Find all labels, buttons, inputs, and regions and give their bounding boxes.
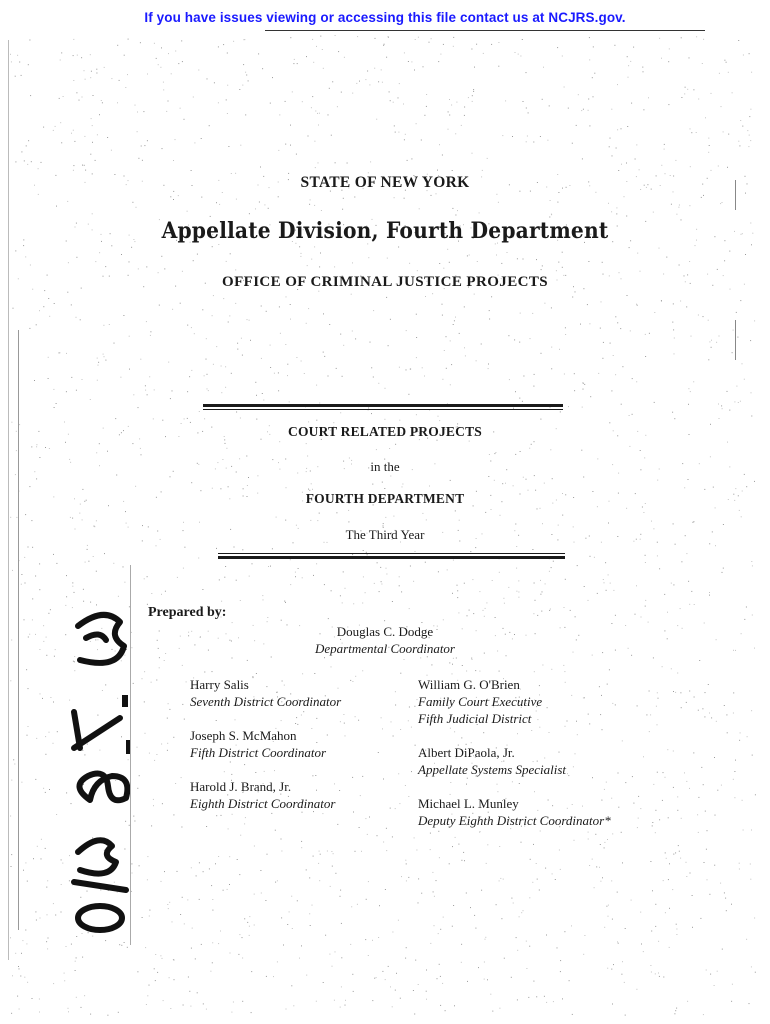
person-name: Michael L. Munley <box>418 796 519 811</box>
person-name: Albert DiPaola, Jr. <box>418 745 515 760</box>
person-name: Harold J. Brand, Jr. <box>190 779 292 794</box>
person-name: Harry Salis <box>190 677 249 692</box>
office-heading: OFFICE OF CRIMINAL JUSTICE PROJECTS <box>222 274 548 290</box>
right-person-2 <box>418 744 566 778</box>
person-role: Deputy Eighth District Coordinator* <box>418 813 611 828</box>
right-person-1 <box>418 676 542 727</box>
person-name: William G. O'Brien <box>418 677 520 692</box>
person-role-line2: Fifth Judicial District <box>418 711 532 726</box>
person-role: Family Court Executive <box>418 694 543 709</box>
lead-coordinator <box>305 623 465 657</box>
person-role: Eighth District Coordinator <box>190 796 336 811</box>
right-margin-mark <box>735 180 736 210</box>
left-person-1 <box>190 676 341 710</box>
upper-thin-rule <box>203 409 563 410</box>
right-person-3 <box>418 795 611 829</box>
prepared-by-label: Prepared by: <box>148 605 227 620</box>
lower-thin-rule <box>218 553 565 554</box>
person-role: Fifth District Coordinator <box>190 745 327 760</box>
left-margin-line <box>8 40 9 960</box>
title-third-year: The Third Year <box>345 527 425 542</box>
lower-thick-rule <box>218 556 565 559</box>
title-in-the: in the <box>370 459 400 474</box>
right-margin-mark <box>735 320 736 360</box>
lead-name: Douglas C. Dodge <box>336 624 434 639</box>
person-role: Seventh District Coordinator <box>190 694 342 709</box>
ncjrs-contact-link[interactable]: If you have issues viewing or accessing this file contact us at NCJRS.gov. <box>144 10 626 25</box>
title-fourth-department: FOURTH DEPARTMENT <box>305 491 465 506</box>
state-heading: STATE OF NEW YORK <box>300 174 470 191</box>
person-name: Joseph S. McMahon <box>190 728 297 743</box>
left-person-2 <box>190 727 326 761</box>
handwritten-accession-number <box>60 600 140 945</box>
person-role: Appellate Systems Specialist <box>418 762 567 777</box>
inner-margin-line <box>130 565 131 945</box>
title-court-related-projects: COURT RELATED PROJECTS <box>288 424 482 439</box>
left-person-3 <box>190 778 335 812</box>
lead-role: Departmental Coordinator <box>315 641 455 656</box>
division-heading: Appellate Division, Fourth Department <box>161 218 609 244</box>
left-margin-line <box>18 330 19 930</box>
upper-thick-rule <box>203 404 563 407</box>
